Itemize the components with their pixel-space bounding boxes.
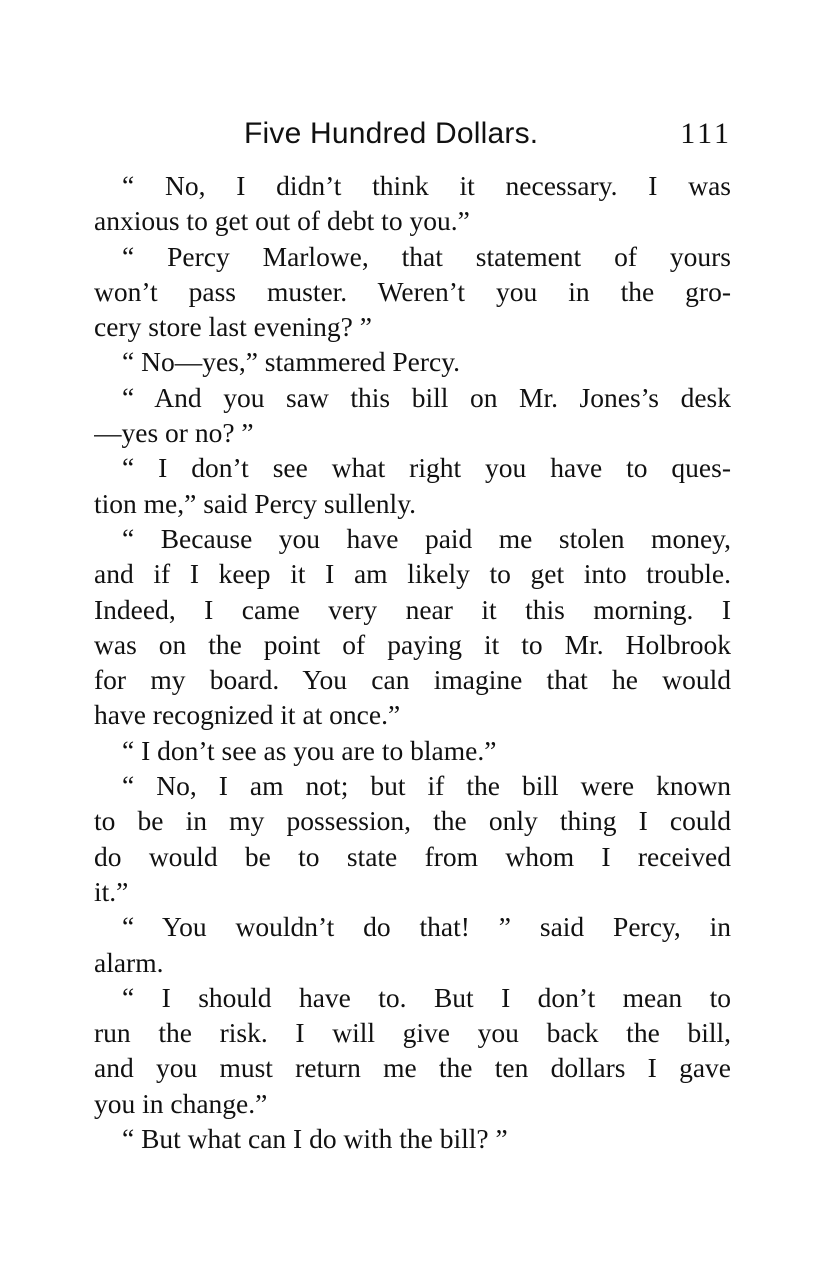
text-line: it.” bbox=[94, 875, 129, 907]
text-line: “ I don’t see what right you have to ques- bbox=[122, 452, 731, 484]
text-line: “ But what can I do with the bill? ” bbox=[122, 1123, 508, 1155]
text-line: “ No, I didn’t think it necessary. I was bbox=[122, 170, 731, 201]
text-line: “ I don’t see as you are to blame.” bbox=[122, 734, 497, 766]
text-line: “ And you saw this bill on Mr. Jones’s desk bbox=[122, 381, 731, 413]
body-text bbox=[94, 168, 731, 1156]
text-line: you in change.” bbox=[94, 1087, 268, 1119]
page-header bbox=[94, 114, 734, 154]
text-line: and you must return me the ten dollars I gave bbox=[94, 1052, 731, 1084]
text-line: —yes or no? ” bbox=[94, 417, 254, 449]
text-line: have recognized it at once.” bbox=[94, 699, 401, 731]
text-line: alarm. bbox=[94, 946, 164, 978]
text-line: “ No—yes,” stammered Percy. bbox=[122, 346, 461, 378]
text-line: “ Percy Marlowe, that statement of yours bbox=[122, 240, 731, 272]
text-line: do would be to state from whom I received bbox=[94, 840, 731, 872]
text-line: won’t pass muster. Weren’t you in the gro- bbox=[94, 275, 731, 307]
text-line: to be in my possession, the only thing I could bbox=[94, 805, 731, 837]
text-line: and if I keep it I am likely to get into trouble. bbox=[94, 558, 731, 590]
text-line: tion me,” said Percy sullenly. bbox=[94, 487, 417, 519]
text-line: “ Because you have paid me stolen money, bbox=[122, 522, 731, 554]
text-line: “ No, I am not; but if the bill were known bbox=[122, 770, 731, 802]
text-line: “ I should have to. But I don’t mean to bbox=[122, 981, 731, 1013]
running-title: Five Hundred Dollars. bbox=[244, 117, 539, 150]
text-line: cery store last evening? ” bbox=[94, 311, 372, 343]
text-line: run the risk. I will give you back the bill, bbox=[94, 1017, 731, 1049]
page-number: 111 bbox=[680, 117, 732, 150]
text-line: for my board. You can imagine that he would bbox=[94, 664, 731, 696]
text-line: anxious to get out of debt to you.” bbox=[94, 205, 470, 237]
text-line: “ You wouldn’t do that! ” said Percy, in bbox=[122, 911, 731, 943]
text-line: was on the point of paying it to Mr. Holbrook bbox=[94, 628, 731, 660]
text-line: Indeed, I came very near it this morning. I bbox=[94, 593, 731, 625]
